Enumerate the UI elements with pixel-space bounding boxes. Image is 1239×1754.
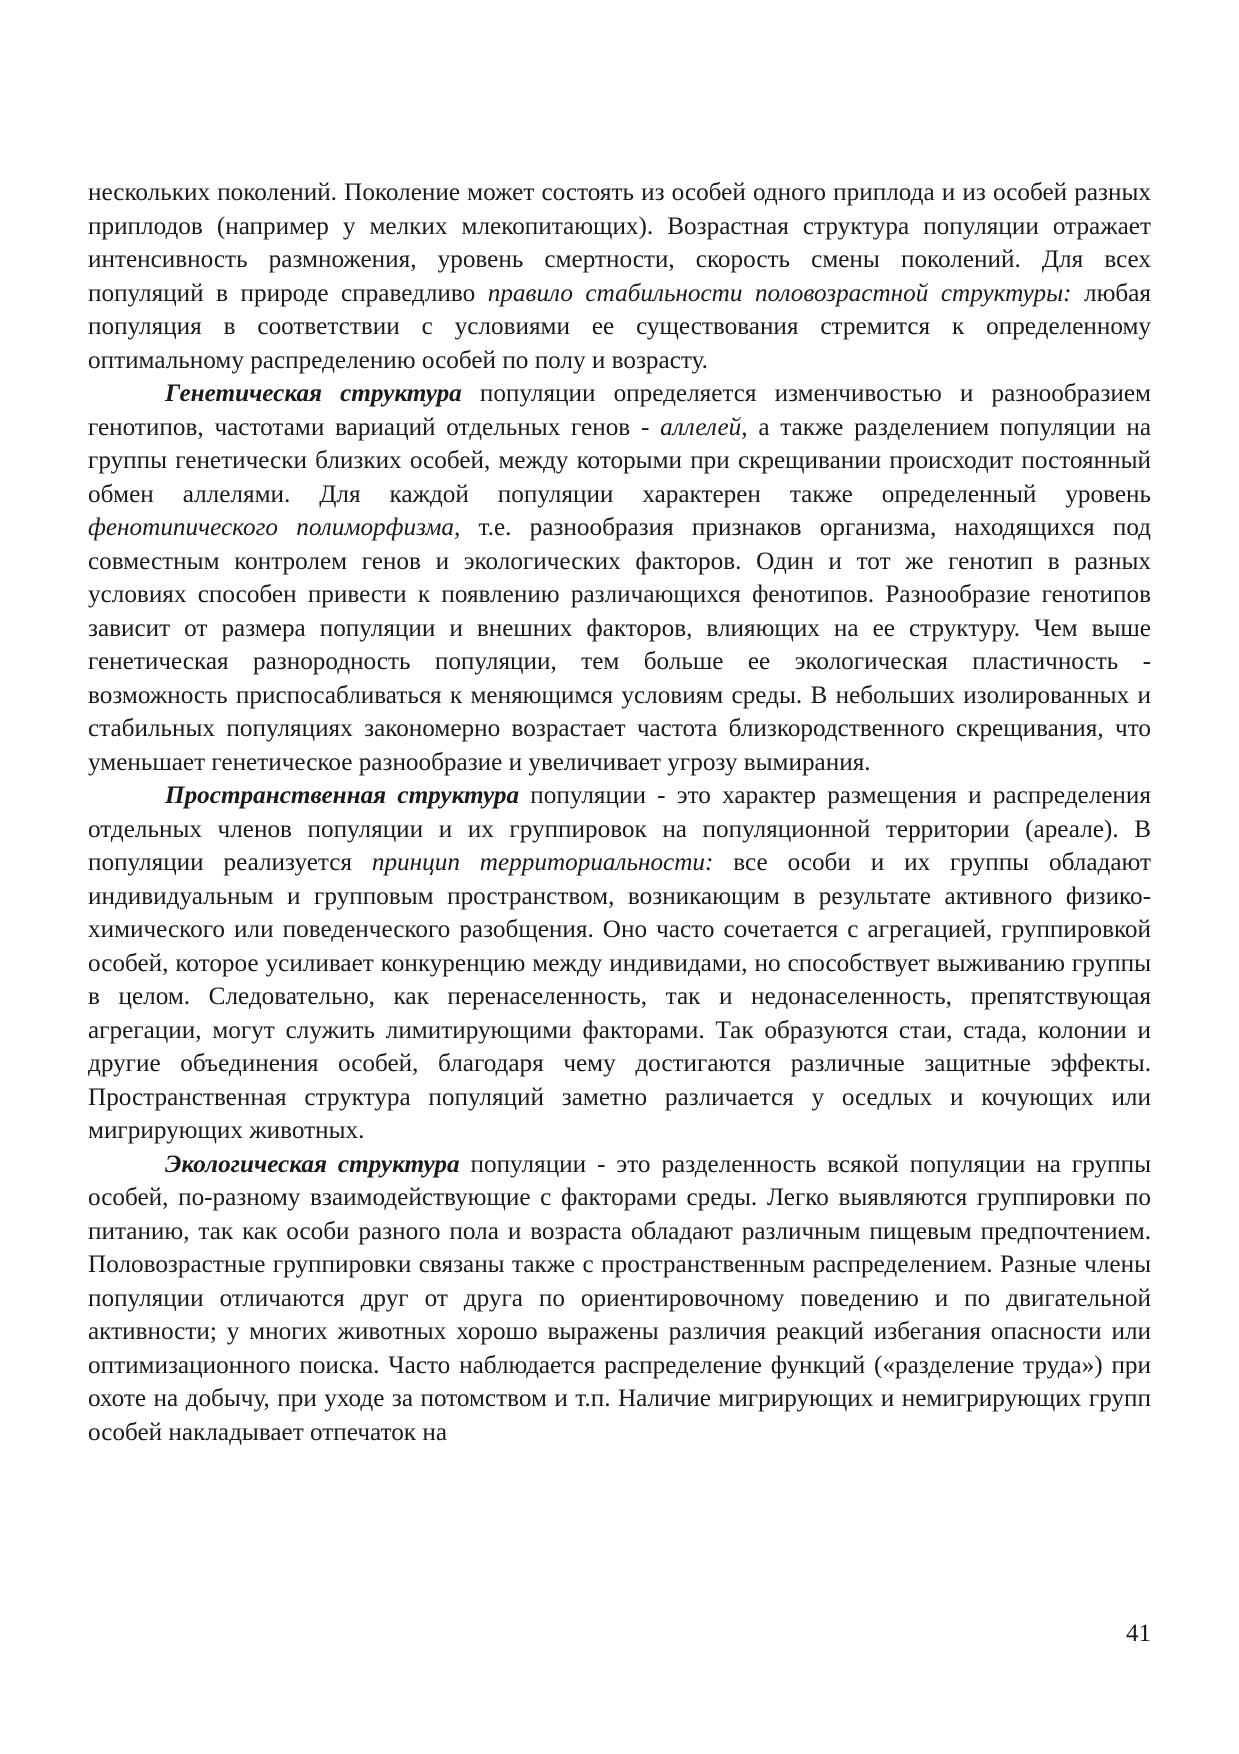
- text-run: любая популяция в соответствии с условиями ее существования стремится к определенному оптимальному распределению особей по полу и возрасту.: [88, 279, 1151, 374]
- page-number: 41: [1126, 1620, 1151, 1647]
- text-run: популяции - это разделенность всякой популяции на группы особей, по-разному взаимодействующие с факторами среды. Легко выявляются группировки по питанию, так как особи разного пола и возраста обладают различным пищевым предпочтением. Половозрастные группировки связаны также с пространственным распределением. Разные члены популяции отличаются друг от друга по ориентировочному поведению и по двигательной активности; у многих животных хорошо выражены различия реакций избегания опасности или оптимизационного поиска. Часто наблюдается распределение функций («разделение труда») при охоте на добычу, при уходе за потомством и т.п. Наличие мигрирующих и немигрирующих групп особей накладывает отпечаток на: [88, 1150, 1152, 1446]
- section-term-ecological: Экологическая структура: [165, 1150, 460, 1178]
- text-run: все особи и их группы обладают индивидуальным и групповым пространством, возникающим в результате активного физико-химического или поведенческого разобщения. Оно часто сочетается с агрегацией, группировкой особей, которое усиливает конкуренцию между индивидами, но способствует выживанию группы в целом. Следовательно, как перенаселенность, так и недонаселенность, препятствующая агрегации, могут служить лимитирующими факторами. Так образуются стаи, стада, колонии и другие объединения особей, благодаря чему достигаются различные защитные эффекты. Пространственная структура популяций заметно различается у оседлых и кочующих или мигрирующих животных.: [88, 849, 1151, 1144]
- paragraph-ecological-structure: [88, 1148, 1151, 1450]
- italic-term-alleles: аллелей,: [660, 413, 748, 441]
- italic-term-territoriality: принцип территориальности:: [371, 849, 714, 876]
- text-run: т.е. разнообразия признаков организма, находящихся под совместным контролем генов и экологических факторов. Один и тот же генотип в разных условиях способен привести к появлению различающихся фенотипов. Разнообразие генотипов зависит от размера популяции и внешних факторов, влияющих на ее структуру. Чем выше генетическая разнородность популяции, тем больше ее экологическая пластичность - возможность приспосабливаться к меняющимся условиям среды. В небольших изолированных и стабильных популяциях закономерно возрастает частота близкородственного скрещивания, что уменьшает генетическое разнообразие и увеличивает угрозу вымирания.: [88, 514, 1151, 776]
- text-run: нескольких поколений. Поколение может состоять из особей одного приплода и из особей разных приплодов (например у мелких млекопитающих). Возрастная структура популяции отражает интенсивность размножения, уровень смертности, скорость смены поколений. Для всех популяций в природе справедливо: [88, 179, 1151, 307]
- paragraph-spatial-structure: [88, 779, 1151, 1148]
- text-body: [88, 176, 1151, 1449]
- italic-term-rule: правило стабильности половозрастной структуры:: [487, 279, 1072, 307]
- text-run: популяции - это характер размещения и распределения отдельных членов популяции и их группировок на популяционной территории (ареале). В популяции реализуется: [88, 782, 1151, 876]
- text-run: популяции определяется изменчивостью и разнообразием генотипов, частотами вариаций отдельных генов -: [88, 380, 1152, 441]
- section-term-genetic: Генетическая структура: [165, 380, 462, 407]
- paragraph-age-structure: [88, 176, 1151, 377]
- italic-term-polymorphism: фенотипического полиморфизма,: [88, 514, 461, 541]
- text-run: а также разделением популяции на группы генетически близких особей, между которыми при скрещивании происходит постоянный обмен аллелями. Для каждой популяции характерен также определенный уровень: [88, 413, 1151, 508]
- section-term-spatial: Пространственная структура: [165, 782, 520, 809]
- paragraph-genetic-structure: [88, 377, 1151, 779]
